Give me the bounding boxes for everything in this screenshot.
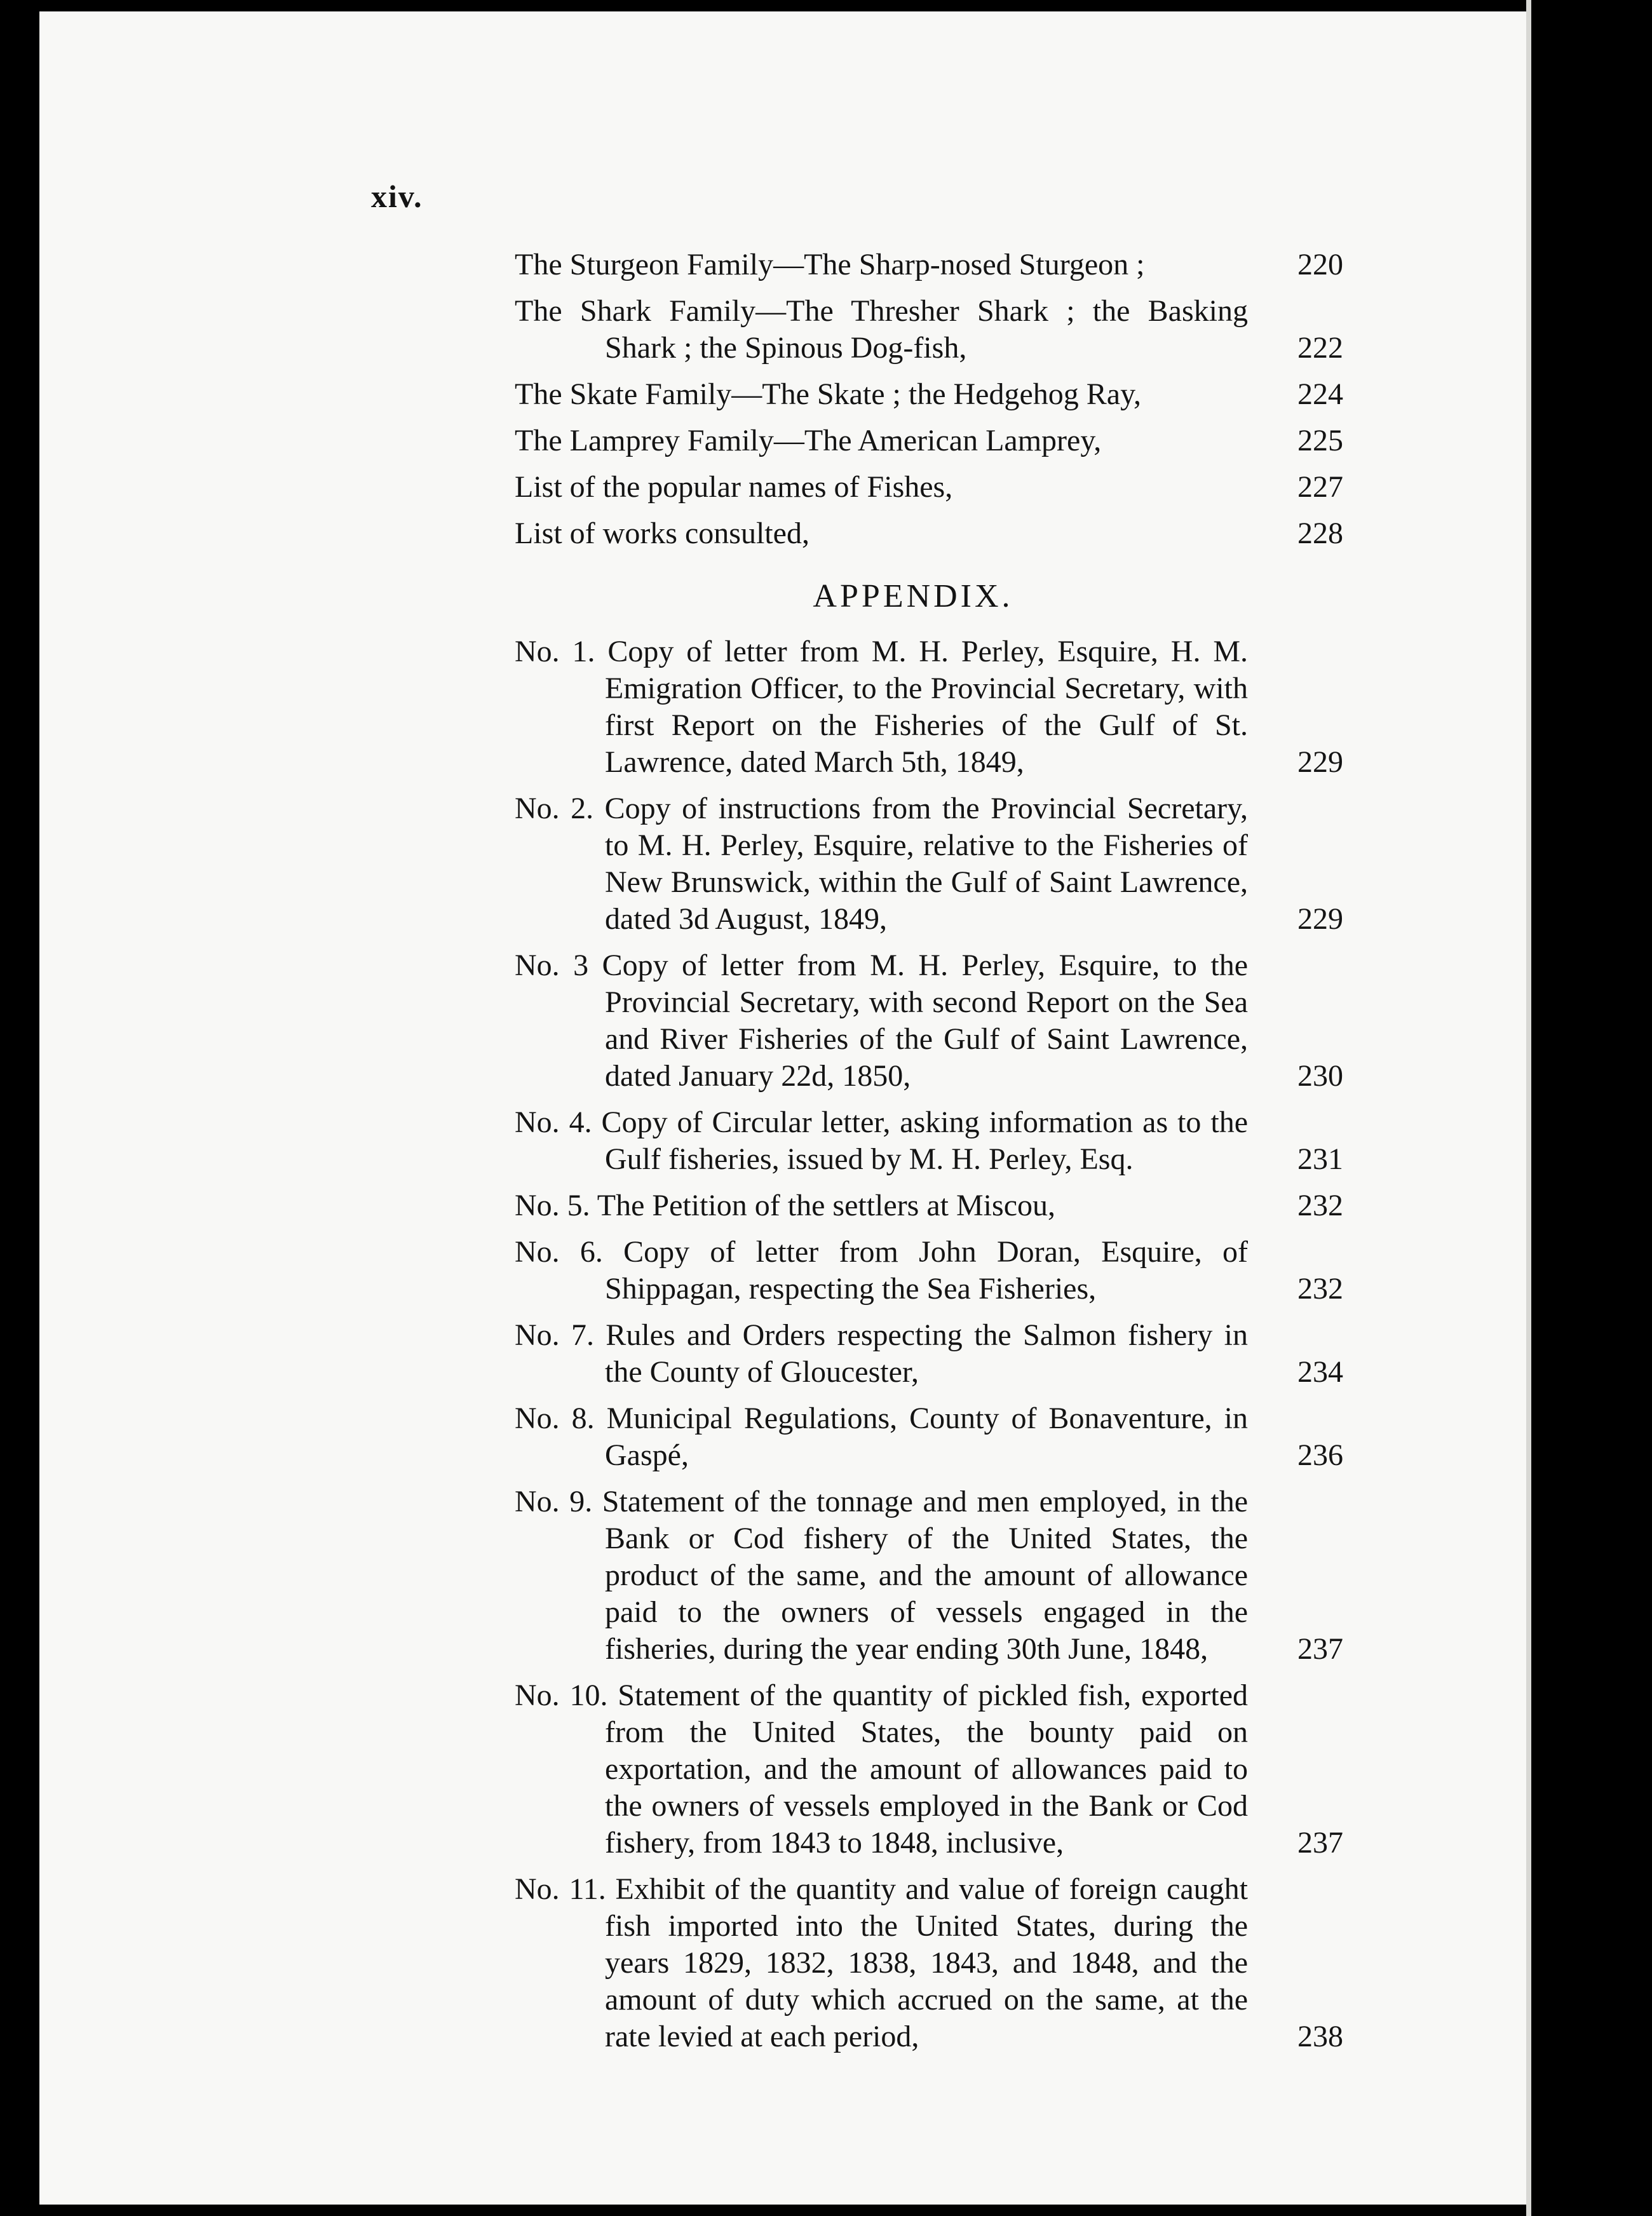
entry-title: List of works consulted, xyxy=(515,517,809,550)
contents-entry xyxy=(515,947,1343,1095)
contents-entry xyxy=(515,1187,1343,1224)
contents-entry xyxy=(515,293,1343,367)
entry-page-number: 220 xyxy=(1297,248,1343,281)
entry-page-number: 224 xyxy=(1297,377,1343,411)
contents-entry xyxy=(515,1317,1343,1391)
entry-page-number: 236 xyxy=(1297,1438,1343,1472)
contents-entry xyxy=(515,469,1343,506)
entry-page-number: 228 xyxy=(1297,517,1343,550)
table-of-contents xyxy=(515,247,1343,2065)
appendix-list xyxy=(515,633,1343,2055)
entry-title: The Lamprey Family—The American Lamprey, xyxy=(515,424,1102,457)
contents-entry xyxy=(515,1400,1343,1474)
book-page xyxy=(39,11,1526,2205)
contents-entry xyxy=(515,1677,1343,1861)
contents-entry xyxy=(515,633,1343,781)
contents-entry xyxy=(515,422,1343,459)
entry-title: No. 2. Copy of instructions from the Provincial Secretary, to M. H. Perley, Esquire, relative to the Fisheries of New Brunswick, within the Gulf of Saint Lawrence, dated 3d August, 1849, xyxy=(515,792,1248,936)
appendix-heading: APPENDIX. xyxy=(813,578,1013,614)
entry-page-number: 229 xyxy=(1297,902,1343,936)
contents-entry xyxy=(515,376,1343,413)
entry-title: No. 7. Rules and Orders respecting the Salmon fishery in the County of Gloucester, xyxy=(515,1318,1248,1389)
entry-page-number: 234 xyxy=(1297,1355,1343,1389)
entry-page-number: 229 xyxy=(1297,745,1343,779)
entry-page-number: 222 xyxy=(1297,331,1343,365)
entry-page-number: 232 xyxy=(1297,1272,1343,1306)
contents-entry xyxy=(515,515,1343,552)
entry-title: No. 11. Exhibit of the quantity and value of foreign caught fish imported into the United States, during the years 1829, 1832, 1838, 1843, and 1848, and the amount of duty which accrued on the same, at the rate levied at each period, xyxy=(515,1872,1248,2053)
contents-entry xyxy=(515,790,1343,938)
entry-title: No. 1. Copy of letter from M. H. Perley, Esquire, H. M. Emigration Officer, to the Provincial Secretary, with first Report on the Fisheries of the Gulf of St. Lawrence, dated March 5th, 1849, xyxy=(515,635,1248,779)
contents-entry xyxy=(515,247,1343,283)
entry-title: The Shark Family—The Thresher Shark ; the Basking Shark ; the Spinous Dog-fish, xyxy=(515,294,1248,365)
entry-page-number: 237 xyxy=(1297,1632,1343,1666)
entry-title: No. 3 Copy of letter from M. H. Perley, Esquire, to the Provincial Secretary, with second Report on the Sea and River Fisheries of the Gulf of Saint Lawrence, dated January 22d, 1850, xyxy=(515,949,1248,1093)
entry-page-number: 225 xyxy=(1297,424,1343,457)
contents-entry xyxy=(515,1104,1343,1178)
entry-page-number: 237 xyxy=(1297,1826,1343,1860)
entry-title: No. 9. Statement of the tonnage and men employed, in the Bank or Cod fishery of the United States, the product of the same, and the amount of allowance paid to the owners of vessels engaged in the fisheries, during the year ending 30th June, 1848, xyxy=(515,1485,1248,1666)
entry-page-number: 231 xyxy=(1297,1142,1343,1176)
entry-title: The Sturgeon Family—The Sharp-nosed Sturgeon ; xyxy=(515,248,1145,281)
contents-entry xyxy=(515,1234,1343,1307)
entry-title: No. 6. Copy of letter from John Doran, Esquire, of Shippagan, respecting the Sea Fisheries, xyxy=(515,1235,1248,1306)
entry-title: The Skate Family—The Skate ; the Hedgehog Ray, xyxy=(515,377,1141,411)
entry-page-number: 238 xyxy=(1297,2020,1343,2053)
page-edge xyxy=(1526,0,1531,2216)
entry-page-number: 232 xyxy=(1297,1189,1343,1222)
page-number: xiv. xyxy=(371,179,423,214)
contents-entry xyxy=(515,1483,1343,1668)
contents-entry xyxy=(515,1871,1343,2055)
entry-title: No. 4. Copy of Circular letter, asking information as to the Gulf fisheries, issued by M. H. Perley, Esq. xyxy=(515,1105,1248,1176)
entry-title: No. 8. Municipal Regulations, County of Bonaventure, in Gaspé, xyxy=(515,1402,1248,1472)
entry-title: List of the popular names of Fishes, xyxy=(515,470,953,504)
entry-page-number: 227 xyxy=(1297,470,1343,504)
contents-list xyxy=(515,247,1343,552)
entry-title: No. 10. Statement of the quantity of pickled fish, exported from the United States, the bounty paid on exportation, and the amount of allowances paid to the owners of vessels employed in the Bank or Cod fishery, from 1843 to 1848, inclusive, xyxy=(515,1679,1248,1860)
entry-title: No. 5. The Petition of the settlers at Miscou, xyxy=(515,1189,1055,1222)
entry-page-number: 230 xyxy=(1297,1059,1343,1093)
